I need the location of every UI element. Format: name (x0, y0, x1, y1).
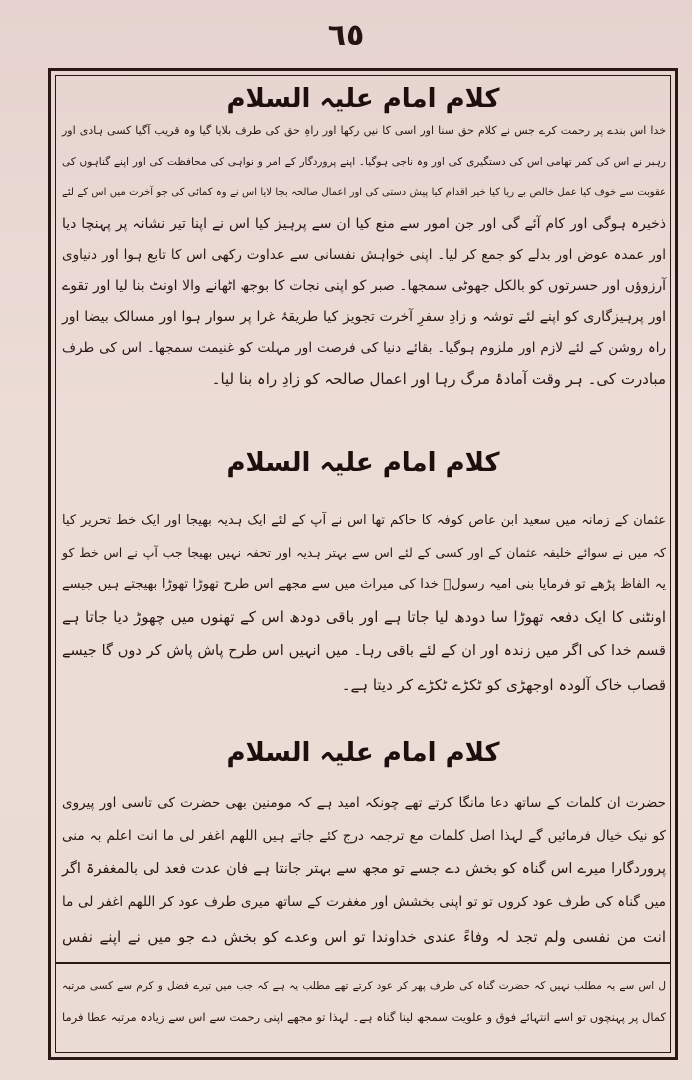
text-line: انت من نفسی ولم تجد لہ وفاءً عندی خداوندا تو اس وعدے کو بخش دے جو میں نے اپنے نفس (62, 928, 666, 946)
text-line: یہ الفاظ پڑھے تو فرمایا بنی امیہ رسولؐ خدا کی میراث میں سے مجھے اس طرح تھوڑا تھوڑا بھیجتے ہیں جیسے (62, 577, 666, 592)
text-line: اور عمدہ عوض اور بدلے کو جمع کر لیا۔ اپنی خواہش نفسانی سے عداوت رکھی اس کا تابع ہوا اور دنیاوی (62, 247, 666, 263)
text-line: اور پرہیزگاری کو اپنے لئے توشہ و زادِ سفرِ آخرت تجویز کیا طریقۂ غرا پر سوار ہوا اور مسالک بیضا اور (62, 309, 666, 325)
page-number: ٦٥ (327, 18, 365, 53)
section-heading-3: کلام امام علیہ السلام (226, 738, 500, 768)
text-line: راہ روشن کے لئے لازم اور ملزوم ہوگیا۔ بقائے دنیا کی فرصت اور مہلت کو غنیمت سمجھا۔ اس کی طرف (62, 340, 666, 356)
text-line: حضرت ان کلمات کے ساتھ دعا مانگا کرتے تھے چونکہ امید ہے کہ مومنین بھی حضرت کی تاسی اور پیروی (62, 795, 666, 811)
footnote-line: ل اس سے یہ مطلب نہیں کہ حضرت گناہ کی طرف پھر کر عود کرتے تھے مطلب یہ ہے کہ جب میں تیرے فضل و کرم سے کسی مرتبہ (62, 980, 666, 992)
text-line: عثمان کے زمانہ میں سعید ابن عاص کوفہ کا حاکم تھا اس نے آپ کے لئے ایک ہدیہ بھیجا اور ایک خط تحریر کیا (62, 513, 666, 528)
text-line: خدا اس بندے پر رحمت کرے جس نے کلام حق سنا اور اسی کا نیں رکھا اور راہِ حق کی طرف بلایا گیا وہ قریب آگیا کسی ہادی اور (62, 124, 666, 137)
text-line: میں گناہ کی طرف عود کروں تو تو اپنی بخشش اور مغفرت کے ساتھ میری طرف عود کر اللھم اغفر لی ما (62, 894, 666, 910)
section-heading-2: کلام امام علیہ السلام (226, 448, 500, 478)
text-line: قسم خدا کی اگر میں زندہ اور ان کے لئے باقی رہا۔ میں انہیں اس طرح پاش پاش کر دوں گا جیسے (62, 643, 666, 659)
text-line: مبادرت کی۔ ہر وقت آمادۂ مرگ رہا اور اعمال صالحہ کو زادِ راہ بنا لیا۔ (211, 370, 666, 388)
text-line: پروردگارا میرے اس گناہ کو بخش دے جسے تو مجھ سے بہتر جانتا ہے فان عدت فعد لی بالمغفرۃ اگر (62, 861, 666, 877)
footnote-divider (55, 962, 671, 964)
text-line: عقوبت سے خوف کیا عمل خالص بے ریا کیا خیر اقدام کیا پیش دستی کی اور اعمال صالحہ بجا لایا اس نے وہ کمائی کی جو آخرت میں اس کے لئے (62, 187, 666, 198)
text-line: قصاب خاک آلودہ اوجھڑی کو ٹکڑے ٹکڑے کر دیتا ہے۔ (341, 676, 666, 694)
footnote-line: کمال پر پہنچوں تو اسے انتہائے فوق و علویت سمجھ لینا گناہ ہے۔ لہذا تو مجھے اپنی رحمت سے اس سے زیادہ مرتبہ عطا فرما (62, 1010, 666, 1024)
text-line: ذخیرہ ہوگی اور کام آئے گی اور جن امور سے منع کیا ان سے پرہیز کیا اس نے اپنا تیر نشانہ پر پہنچا دیا (62, 216, 666, 232)
text-line: کہ میں نے سوائے خلیفہ عثمان کے اور کسی کے لئے اس سے بہتر ہدیہ اور تحفہ نہیں بھیجا جب آپ نے اس خط کو (62, 545, 666, 560)
text-line: کو نیک خیال فرمائیں گے لہذا اصل کلمات مع ترجمہ درج کئے جاتے ہیں اللھم اغفر لی ما انت اعلم بہ منی (62, 828, 666, 844)
text-line: اونٹنی کا ایک دفعہ تھوڑا سا دودھ لیا جاتا ہے اور باقی دودھ اس کے تھنوں میں چھوڑ دیا جاتا ہے (62, 608, 666, 626)
section-heading-1: کلام امام علیہ السلام (226, 84, 500, 114)
text-line: رہبر نے اس کی کمر تھامی اس کی دستگیری کی اور وہ ناجی ہوگیا۔ اپنے پروردگار کے امر و نواہی کی محافظت کی اور اپنے گناہوں کی (62, 156, 666, 168)
text-line: آرزوؤں اور حسرتوں کو بالکل جھوٹی سمجھا۔ صبر کو اپنی نجات کا بوجھ اٹھانے والا اونٹ بنا لیا اور تقوے (62, 278, 666, 294)
